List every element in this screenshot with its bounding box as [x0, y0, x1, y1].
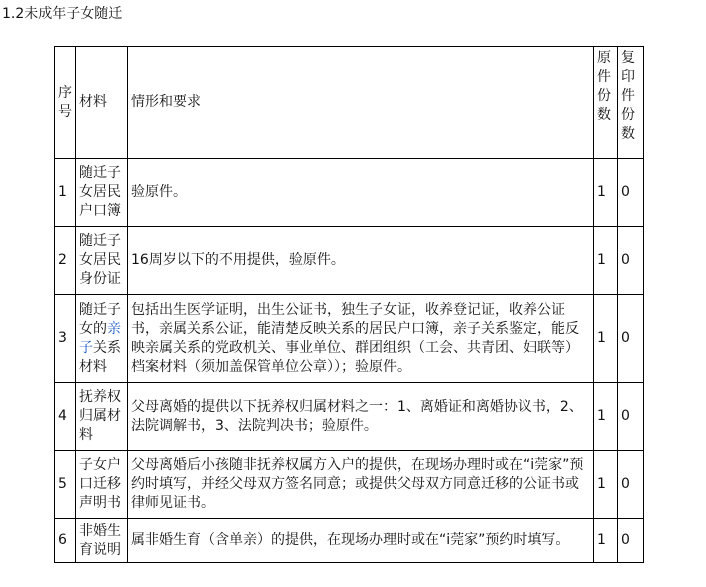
- row-copy-count: 0: [618, 519, 644, 563]
- table-row: [55, 295, 644, 383]
- row-original-count: 1: [594, 451, 618, 519]
- table-header-row: [55, 47, 644, 159]
- row-original-count: 1: [594, 383, 618, 451]
- row-material: 子女户口迁移声明书: [76, 451, 128, 519]
- row-original-count: 1: [594, 295, 618, 383]
- row-original-count: 1: [594, 519, 618, 563]
- row-requirement: 16周岁以下的不用提供，验原件。: [128, 227, 594, 295]
- row-no: 4: [55, 383, 76, 451]
- materials-table: [54, 46, 644, 563]
- row-original-count: 1: [594, 227, 618, 295]
- row-requirement: 属非婚生育（含单亲）的提供，在现场办理时或在“i莞家”预约时填写。: [128, 519, 594, 563]
- header-original-count: 原件份数: [594, 47, 618, 159]
- section-title: 1.2未成年子女随迁: [2, 6, 123, 22]
- header-requirement: 情形和要求: [128, 47, 594, 159]
- material-text: 随迁子女的: [79, 301, 121, 337]
- row-original-count: 1: [594, 159, 618, 227]
- table-row: [55, 383, 644, 451]
- row-no: 6: [55, 519, 76, 563]
- row-requirement: 父母离婚的提供以下抚养权归属材料之一：1、离婚证和离婚协议书，2、法院调解书，3、法院判决书；验原件。: [128, 383, 594, 451]
- row-material: [76, 295, 128, 383]
- table-row: [55, 227, 644, 295]
- row-no: 2: [55, 227, 76, 295]
- row-material: 随迁子女居民身份证: [76, 227, 128, 295]
- row-copy-count: 0: [618, 159, 644, 227]
- material-text: 关系材料: [79, 339, 121, 375]
- row-requirement: 父母离婚后小孩随非抚养权属方入户的提供，在现场办理时或在“i莞家”预约时填写，并经父母双方签名同意；或提供父母双方同意迁移的公证书或律师见证书。: [128, 451, 594, 519]
- row-copy-count: 0: [618, 227, 644, 295]
- header-copy-count: 复印件份数: [618, 47, 644, 159]
- table-row: [55, 519, 644, 563]
- row-no: 1: [55, 159, 76, 227]
- row-requirement: 包括出生医学证明，出生公证书，独生子女证，收养登记证，收养公证书，亲属关系公证，能清楚反映关系的居民户口簿，亲子关系鉴定，能反映亲属关系的党政机关、事业单位、群团组织（工会、共青团、妇联等）档案材料（须加盖保管单位公章））；验原件。: [128, 295, 594, 383]
- table-row: [55, 451, 644, 519]
- row-no: 3: [55, 295, 76, 383]
- table-row: [55, 159, 644, 227]
- header-material: 材料: [76, 47, 128, 159]
- header-no: 序号: [55, 47, 76, 159]
- row-material: 随迁子女居民户口簿: [76, 159, 128, 227]
- row-copy-count: 0: [618, 295, 644, 383]
- row-copy-count: 0: [618, 451, 644, 519]
- row-copy-count: 0: [618, 383, 644, 451]
- row-no: 5: [55, 451, 76, 519]
- kinship-link[interactable]: 亲子: [79, 320, 121, 356]
- row-material: 抚养权归属材料: [76, 383, 128, 451]
- row-material: 非婚生育说明: [76, 519, 128, 563]
- row-requirement: 验原件。: [128, 159, 594, 227]
